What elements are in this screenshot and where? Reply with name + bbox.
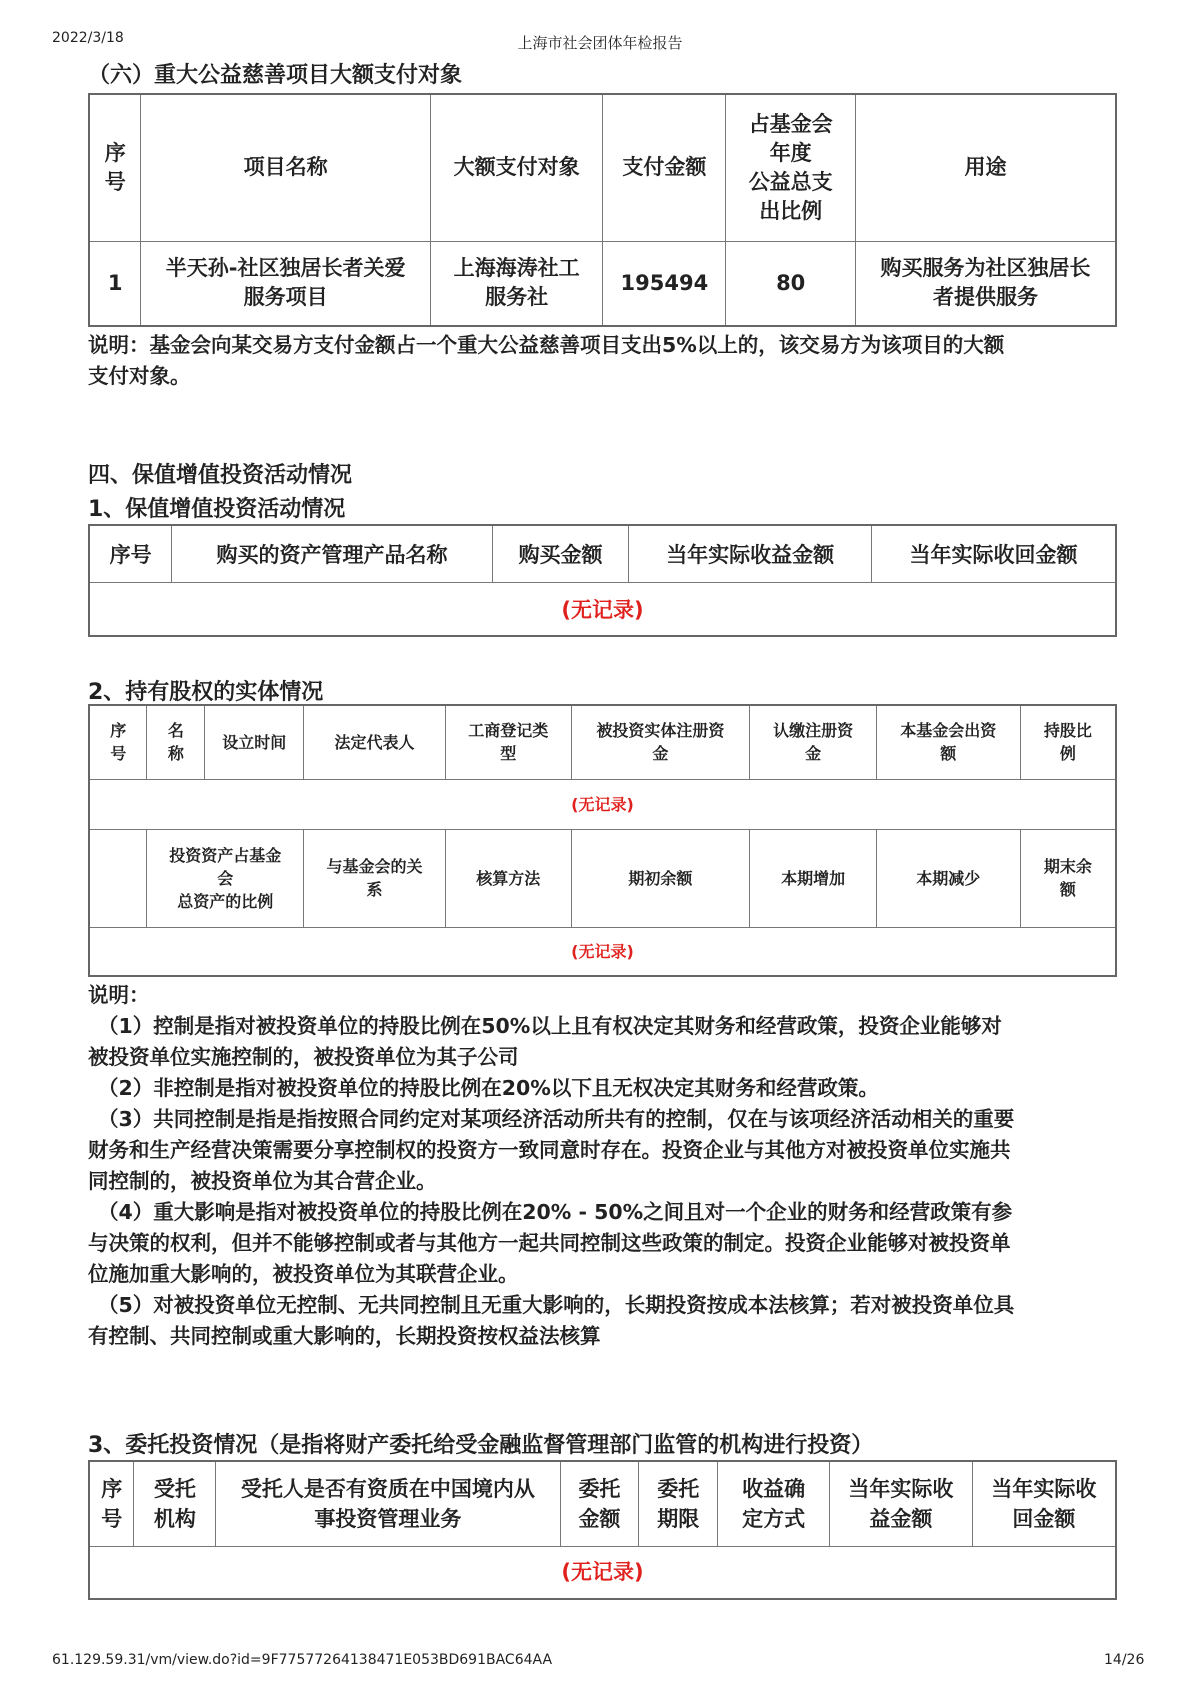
print-date: 2022/3/18 xyxy=(52,30,124,46)
section-4-1-title: 1、保值增值投资活动情况 xyxy=(88,497,346,522)
table-row xyxy=(89,779,1116,829)
header-seq: 序 号 xyxy=(89,705,147,779)
no-record-label: (无记录) xyxy=(89,927,1116,976)
header-legal-rep: 法定代表人 xyxy=(304,705,446,779)
header-name: 名 称 xyxy=(147,705,205,779)
asset-product-table xyxy=(88,524,1117,637)
header-actual-income: 当年实际收 益金额 xyxy=(830,1461,973,1546)
header-subscribed-capital: 认缴注册资 金 xyxy=(750,705,877,779)
section-6-note: 说明：基金会向某交易方支付金额占一个重大公益慈善项目支出5%以上的，该交易方为该项目的大额 支付对象。 xyxy=(88,333,1005,388)
page-number: 14/26 xyxy=(1104,1652,1145,1668)
header-usage: 用途 xyxy=(856,94,1116,241)
section-4-2-notes: 说明： （1）控制是指对被投资单位的持股比例在50%以上且有权决定其财务和经营政策，投资企业能够对 被投资单位实施控制的，被投资单位为其子公司 （2）非控制是指对被投资单位的持股比例在20%以下且无权决定其财务和经营政策。 （3）共同控制是指是指按照合同约定对某项经济活动所共有的控制，仅在与该项经济活动相关的重要 财务和生产经营决策需要分享控制权的投资方一致同意时存在。投资企业与其他方对被投资单位实施共 同控制的，被投资单位为其合营企业。 （4）重大影响是指对被投资单位的持股比例在20% - 50%之间且对一个企业的财务和经营政策有参 与决策的权利，但并不能够控制或者与其他方一起共同控制这些政策的制定。投资企业能够对被投资单 位施加重大影响的，被投资单位为其联营企业。 （5）对被投资单位无控制、无共同控制且无重大影响的，长期投资按成本法核算；若对被投资单位具 有控制、共同控制或重大影响的，长期投资按权益法核算 xyxy=(88,983,1015,1348)
table-row xyxy=(89,582,1116,636)
header-actual-income: 当年实际收益金额 xyxy=(629,525,872,582)
header-asset-ratio: 投资资产占基金 会 总资产的比例 xyxy=(147,829,304,927)
header-blank xyxy=(89,829,147,927)
header-entrust-term: 委托 期限 xyxy=(639,1461,718,1546)
cell-amount: 195494 xyxy=(603,241,726,326)
header-reg-type: 工商登记类 型 xyxy=(445,705,571,779)
header-share-ratio: 持股比 例 xyxy=(1020,705,1116,779)
cell-payee: 上海海涛社工 服务社 xyxy=(430,241,603,326)
header-accounting: 核算方法 xyxy=(445,829,571,927)
header-payee: 大额支付对象 xyxy=(430,94,603,241)
header-relation: 与基金会的关 系 xyxy=(304,829,446,927)
header-closing-balance: 期末余 额 xyxy=(1020,829,1116,927)
header-seq: 序 号 xyxy=(89,1461,134,1546)
header-actual-recovered: 当年实际收 回金额 xyxy=(972,1461,1116,1546)
header-reg-capital: 被投资实体注册资 金 xyxy=(571,705,750,779)
large-payment-table xyxy=(88,93,1117,327)
table-row xyxy=(89,1546,1116,1599)
section-4-3-title: 3、委托投资情况（是指将财产委托给受金融监督管理部门监管的机构进行投资） xyxy=(88,1433,874,1458)
table-header-row xyxy=(89,1461,1116,1546)
no-record-label: (无记录) xyxy=(89,582,1116,636)
header-actual-recovered: 当年实际收回金额 xyxy=(871,525,1116,582)
equity-entity-table xyxy=(88,704,1117,977)
cell-seq: 1 xyxy=(89,241,141,326)
cell-ratio: 80 xyxy=(726,241,856,326)
page-url: 61.129.59.31/vm/view.do?id=9F77577264138471E053BD691BAC64AA xyxy=(52,1652,553,1668)
table-header-row xyxy=(89,705,1116,779)
entrusted-investment-table xyxy=(88,1460,1117,1600)
table-header-row-2 xyxy=(89,829,1116,927)
section-4-title: 四、保值增值投资活动情况 xyxy=(88,463,353,488)
cell-project-name: 半天孙-社区独居长者关爱 服务项目 xyxy=(141,241,430,326)
no-record-label: (无记录) xyxy=(89,779,1116,829)
header-contribution: 本基金会出资 额 xyxy=(876,705,1020,779)
header-ratio: 占基金会 年度 公益总支 出比例 xyxy=(726,94,856,241)
header-project-name: 项目名称 xyxy=(141,94,430,241)
header-seq: 序 号 xyxy=(89,94,141,241)
header-income-method: 收益确 定方式 xyxy=(718,1461,830,1546)
header-trustee: 受托 机构 xyxy=(134,1461,216,1546)
section-4-2-title: 2、持有股权的实体情况 xyxy=(88,680,324,705)
no-record-label: (无记录) xyxy=(89,1546,1116,1599)
header-increase: 本期增加 xyxy=(750,829,877,927)
header-amount: 支付金额 xyxy=(603,94,726,241)
document-title: 上海市社会团体年检报告 xyxy=(517,34,683,52)
header-seq: 序号 xyxy=(89,525,172,582)
table-row xyxy=(89,241,1116,326)
header-product-name: 购买的资产管理产品名称 xyxy=(172,525,492,582)
cell-usage: 购买服务为社区独居长 者提供服务 xyxy=(856,241,1116,326)
header-purchase-amount: 购买金额 xyxy=(492,525,629,582)
header-entrust-amount: 委托 金额 xyxy=(560,1461,639,1546)
header-qualification: 受托人是否有资质在中国境内从 事投资管理业务 xyxy=(216,1461,560,1546)
header-established: 设立时间 xyxy=(205,705,304,779)
header-decrease: 本期减少 xyxy=(876,829,1020,927)
table-header-row xyxy=(89,94,1116,241)
table-row xyxy=(89,927,1116,976)
table-header-row xyxy=(89,525,1116,582)
section-6-title: （六）重大公益慈善项目大额支付对象 xyxy=(88,63,463,88)
header-opening-balance: 期初余额 xyxy=(571,829,750,927)
